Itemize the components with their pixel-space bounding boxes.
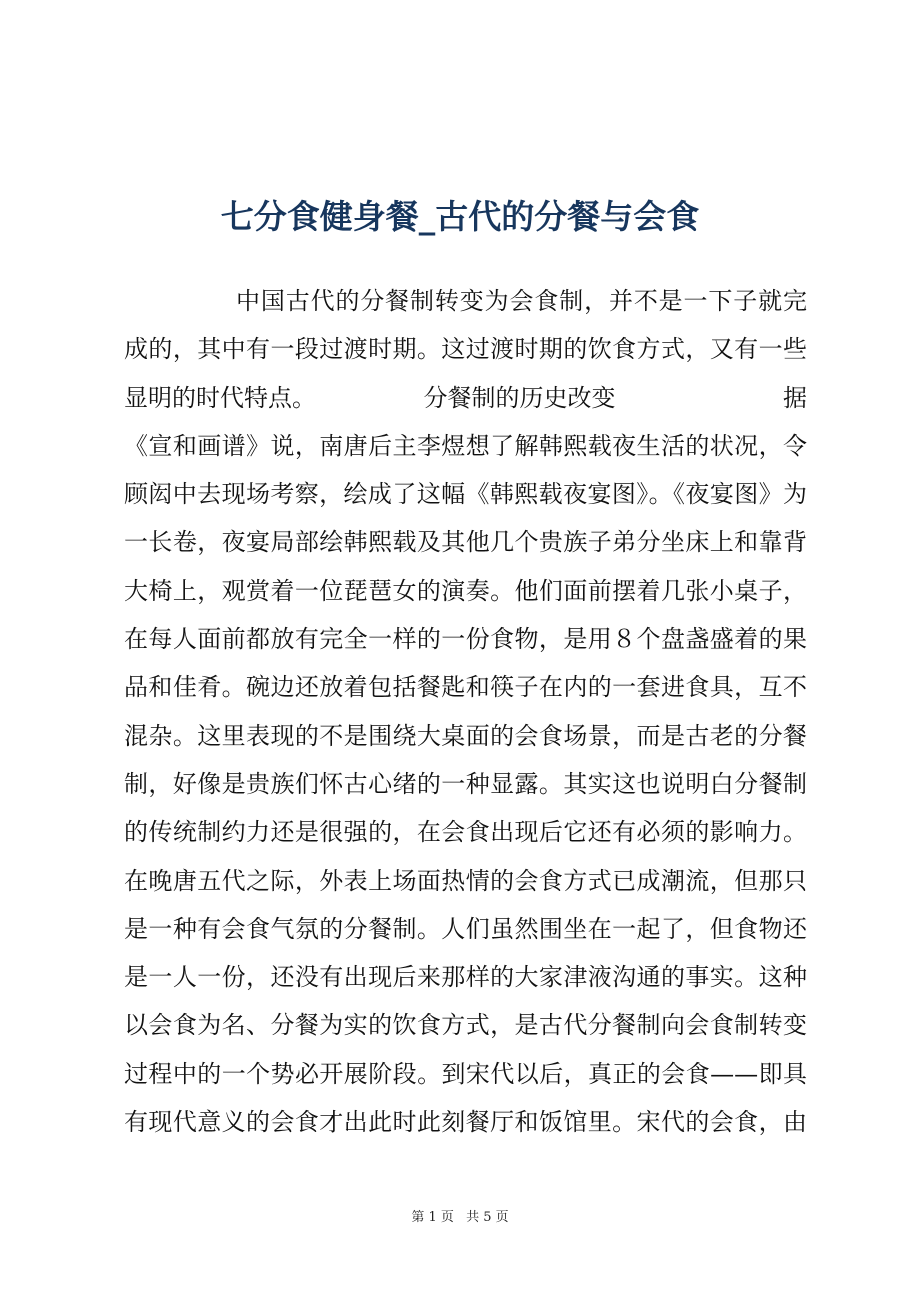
body-line: 顾闳中去现场考察，绘成了这幅《韩熙载夜宴图》。《夜宴图》为 (124, 480, 807, 509)
document-title: 七分食健身餐_古代的分餐与会食 (220, 197, 700, 236)
body-segment: 据 (783, 383, 807, 412)
document-body (124, 277, 807, 1146)
page-total: 共 5 页 (466, 1210, 509, 1225)
body-line: 过程中的一个势必开展阶段。到宋代以后，真正的会食——即具 (124, 1059, 807, 1088)
body-line: 品和佳肴。碗边还放着包括餐匙和筷子在内的一套进食具，互不 (124, 673, 807, 702)
body-line: 制，好像是贵族们怀古心绪的一种显露。其实这也说明白分餐制 (124, 769, 807, 798)
body-line: 在每人面前都放有完全一样的一份食物，是用８个盘盏盛着的果 (124, 625, 807, 654)
body-line: 混杂。这里表现的不是围绕大桌面的会食场景，而是古老的分餐 (124, 721, 807, 750)
body-line: 成的，其中有一段过渡时期。这过渡时期的饮食方式，又有一些 (124, 335, 807, 364)
body-line: 大椅上，观赏着一位琵琶女的演奏。他们面前摆着几张小桌子， (124, 576, 807, 605)
body-line: 《宣和画谱》说，南唐后主李煜想了解韩熙载夜生活的状况，令 (124, 431, 807, 460)
body-line: 一长卷，夜宴局部绘韩熙载及其他几个贵族子弟分坐床上和靠背 (124, 528, 807, 557)
body-line: 以会食为名、分餐为实的饮食方式，是古代分餐制向会食制转变 (124, 1011, 807, 1040)
section-heading-inline: 分餐制的历史改变 (423, 383, 616, 412)
body-line: 是一种有会食气氛的分餐制。人们虽然围坐在一起了，但食物还 (124, 914, 807, 943)
page-footer (0, 1206, 920, 1225)
body-segment: 显明的时代特点。 (124, 383, 316, 412)
body-line-segmented (124, 374, 807, 422)
body-line: 中国古代的分餐制转变为会食制，并不是一下子就完 (236, 287, 807, 315)
body-line: 在晚唐五代之际，外表上场面热情的会食方式已成潮流，但那只 (124, 866, 807, 895)
page-number: 第 1 页 (411, 1210, 454, 1225)
body-line: 的传统制约力还是很强的，在会食出现后它还有必须的影响力。 (124, 818, 807, 847)
body-line: 有现代意义的会食才出此时此刻餐厅和饭馆里。宋代的会食，由 (124, 1108, 807, 1137)
body-line: 是一人一份，还没有出现后来那样的大家津液沟通的事实。这种 (124, 963, 807, 992)
